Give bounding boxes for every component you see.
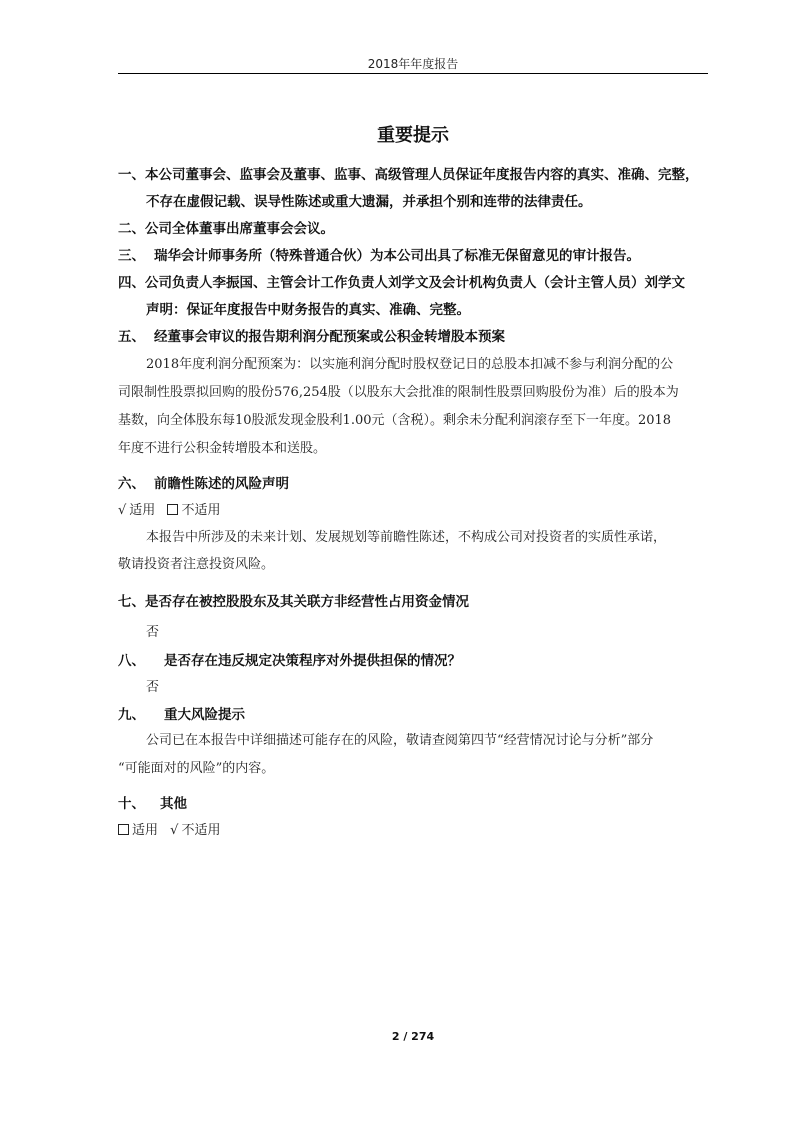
section-7-answer: 否 [146, 625, 160, 640]
option-applicable-label: 适用 [129, 503, 156, 518]
section-number: 九、 [118, 707, 145, 723]
page-title: 重要提示 [377, 125, 449, 146]
section-text: 瑞华会计师事务所（特殊普通合伙）为本公司出具了标准无保留意见的审计报告。 [154, 248, 640, 264]
page-number: 2 / 274 [391, 1030, 435, 1043]
checkmark-icon: √ [118, 503, 127, 518]
section-6-applicability [118, 499, 220, 518]
section-text: 公司负责人李振国、主管会计工作负责人刘学文及会计机构负责人（会计主管人员）刘学文 [145, 275, 685, 291]
section-number: 四、 [118, 275, 145, 291]
section-text: 前瞻性陈述的风险声明 [154, 476, 289, 492]
section-text: 其他 [160, 796, 187, 812]
section-text: 是否存在违反规定决策程序对外提供担保的情况？ [164, 653, 461, 669]
section-number: 六、 [118, 476, 145, 492]
section-number: 一、 [118, 167, 145, 183]
checkmark-icon: √ [170, 823, 179, 838]
section-6-paragraph-line: 敬请投资者注意投资风险。 [118, 557, 275, 572]
section-10-applicability [118, 819, 220, 838]
section-number: 七、 [118, 594, 145, 610]
section-8-heading [118, 649, 461, 669]
section-5-paragraph-line: 基数，向全体股东每10股派发现金股利1.00元（含税）。剩余未分配利润滚存至下一年度。2018 [118, 413, 672, 428]
section-number: 二、 [118, 221, 145, 237]
section-text: 经董事会审议的报告期利润分配预案或公积金转增股本预案 [154, 329, 505, 345]
empty-checkbox-icon [167, 504, 178, 515]
section-9-heading [118, 703, 245, 723]
page-header: 2018年年度报告 [367, 57, 459, 71]
section-text: 本公司董事会、监事会及董事、监事、高级管理人员保证年度报告内容的真实、准确、完整， [145, 167, 699, 183]
section-9-paragraph-line: 公司已在本报告中详细描述可能存在的风险，敬请查阅第四节“经营情况讨论与分析”部分 [146, 733, 654, 748]
section-8-answer: 否 [146, 680, 160, 695]
option-not-applicable-label: 不适用 [181, 823, 221, 838]
section-number: 十、 [118, 796, 145, 812]
section-5-paragraph-line: 2018年度利润分配预案为：以实施利润分配时股权登记日的总股本扣减不参与利润分配的公 [146, 357, 674, 372]
section-text: 公司全体董事出席董事会会议。 [145, 221, 334, 237]
section-6-paragraph-line: 本报告中所涉及的未来计划、发展规划等前瞻性陈述，不构成公司对投资者的实质性承诺， [146, 530, 667, 545]
section-1-continuation: 不存在虚假记载、误导性陈述或重大遗漏，并承担个别和连带的法律责任。 [146, 194, 592, 210]
section-5-paragraph-line: 司限制性股票拟回购的股份576,254股（以股东大会批准的限制性股票回购股份为准）后的股本为 [118, 385, 679, 400]
option-applicable-label: 适用 [132, 823, 159, 838]
section-number: 三、 [118, 248, 145, 264]
section-7-heading [118, 590, 469, 610]
section-10-heading [118, 792, 187, 812]
section-4-continuation: 声明：保证年度报告中财务报告的真实、准确、完整。 [146, 302, 470, 318]
section-number: 八、 [118, 653, 145, 669]
section-2-heading [118, 217, 334, 237]
section-9-paragraph-line: “可能面对的风险”的内容。 [118, 761, 275, 776]
section-5-heading [118, 325, 505, 345]
section-4-heading [118, 271, 685, 291]
section-5-paragraph-line: 年度不进行公积金转增股本和送股。 [118, 441, 327, 456]
section-text: 是否存在被控股股东及其关联方非经营性占用资金情况 [145, 594, 469, 610]
empty-checkbox-icon [118, 824, 129, 835]
section-number: 五、 [118, 329, 145, 345]
section-text: 重大风险提示 [164, 707, 245, 723]
section-6-heading [118, 472, 289, 492]
section-3-heading [118, 244, 640, 264]
option-not-applicable-label: 不适用 [181, 503, 221, 518]
section-1-heading [118, 163, 699, 183]
header-divider [118, 73, 708, 74]
